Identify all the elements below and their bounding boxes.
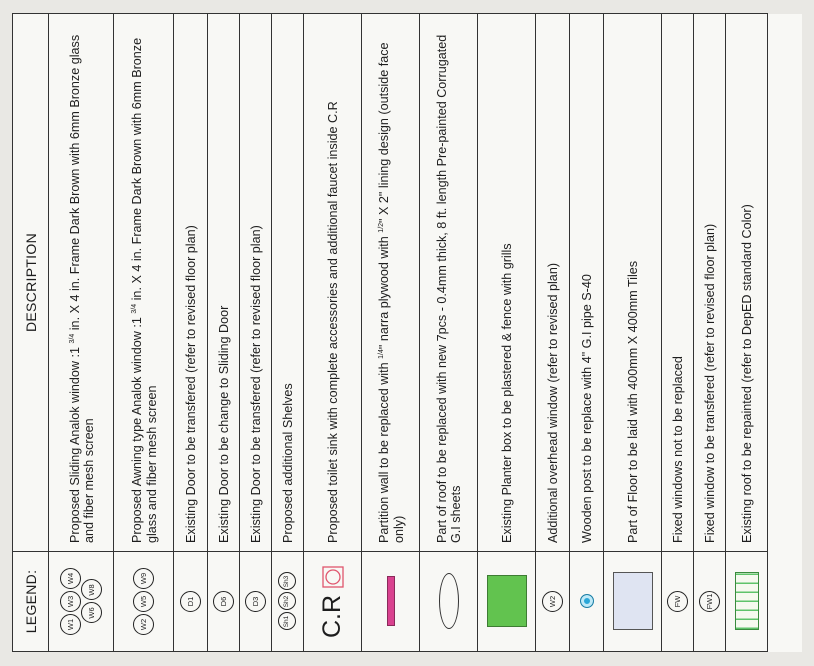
table-row: [272, 14, 304, 652]
toilet-sink-icon: [321, 565, 345, 589]
description-text: Additional overhead window (refer to revised plan): [545, 262, 560, 543]
description-text: Part of Floor to be laid with 400mm X 400mm Tiles: [625, 260, 640, 543]
legend-cell: [362, 552, 420, 652]
description-text: Existing Door to be transfered (refer to revised floor plan): [248, 225, 263, 543]
description-text: Existing Planter box to be plastered & fence with grills: [499, 243, 514, 543]
description-cell: [420, 14, 478, 552]
description-cell: [570, 14, 604, 552]
description-text: Existing roof to be repainted (refer to DepED standard Color): [739, 204, 754, 543]
description-cell: [604, 14, 662, 552]
description-cell: [304, 14, 362, 552]
description-cell: [536, 14, 570, 552]
comfort-room-label: C.R: [318, 594, 346, 639]
description-column-header: DESCRIPTION: [13, 14, 49, 552]
description-text: Fixed window to be transfered (refer to revised floor plan): [702, 223, 717, 543]
roof-sheet-symbol: [439, 574, 459, 630]
description-text: in. X 4 in. Frame Dark Brown with 6mm Bronze glass and fiber mesh screen: [68, 34, 97, 543]
table-row: [694, 14, 726, 652]
description-text: Existing Door to be change to Sliding Door: [216, 305, 231, 543]
table-row: [240, 14, 272, 652]
description-text: Proposed toilet sink with complete accessories and additional faucet inside C.R: [325, 101, 340, 543]
table-row: [662, 14, 694, 652]
legend-symbol-circle: W5: [133, 591, 154, 612]
description-cell: [478, 14, 536, 552]
partition-wall-symbol: [387, 577, 395, 627]
description-text: Proposed Sliding Analok window :1: [68, 343, 83, 543]
gi-pipe-post-symbol: [580, 595, 594, 609]
table-row: [570, 14, 604, 652]
legend-symbol-circle: W1: [60, 614, 81, 635]
legend-cell: [662, 552, 694, 652]
legend-symbol-circle: W9: [133, 568, 154, 589]
legend-symbol-circle: FW1: [699, 591, 720, 612]
legend-table: [12, 13, 768, 652]
legend-symbol-circle: Sh3: [278, 573, 296, 591]
description-text: " narra plywood with: [377, 232, 392, 350]
fraction: 3/4: [131, 303, 139, 314]
description-text: Part of roof to be replaced with new 7pcs - 0.4mm thick, 8 ft. length Pre-painted Corrugated G.I sheets: [434, 34, 463, 543]
description-cell: [662, 14, 694, 552]
legend-column-header: LEGEND:: [13, 552, 49, 652]
table-row: [304, 14, 362, 652]
legend-cell: [536, 552, 570, 652]
description-cell: [174, 14, 208, 552]
description-text: Partition wall to be replaced with: [377, 358, 392, 543]
table-row: [726, 14, 768, 652]
legend-symbol-circle: W8: [81, 580, 102, 601]
legend-cell: [114, 552, 174, 652]
legend-cell: [420, 552, 478, 652]
legend-symbol-circle: W6: [81, 603, 102, 624]
description-text: Proposed additional Shelves: [280, 383, 295, 543]
table-row: [208, 14, 240, 652]
description-text: Wooden post to be replace with 4" G.I pipe S-40: [579, 274, 594, 543]
legend-cell: [304, 552, 362, 652]
table-row: [49, 14, 114, 652]
planter-box-symbol: [487, 576, 527, 628]
description-text: Fixed windows not to be replaced: [670, 356, 685, 543]
description-cell: [272, 14, 304, 552]
legend-cell: [570, 552, 604, 652]
legend-cell: [478, 552, 536, 652]
description-cell: [240, 14, 272, 552]
legend-symbol-circle: FW: [667, 591, 688, 612]
description-text: in. X 4 in. Frame Dark Brown with 6mm Bronze glass and fiber mesh screen: [130, 37, 159, 543]
fraction: 1/4: [378, 349, 386, 359]
table-row: [362, 14, 420, 652]
table-row: [478, 14, 536, 652]
description-text: Existing Door to be transfered (refer to revised floor plan): [183, 225, 198, 543]
description-cell: [362, 14, 420, 552]
description-cell: [114, 14, 174, 552]
legend-symbol-circle: W3: [60, 591, 81, 612]
table-row: [420, 14, 478, 652]
fraction: 3/4: [68, 333, 76, 344]
legend-symbol-circle: Sh2: [278, 593, 296, 611]
legend-symbol-circle: D6: [213, 591, 234, 612]
description-cell: [694, 14, 726, 552]
legend-symbol-circle: Sh1: [278, 613, 296, 631]
table-row: [174, 14, 208, 652]
floor-tile-symbol: [613, 573, 653, 631]
legend-sheet: [12, 14, 802, 652]
table-header-row: [13, 14, 49, 652]
legend-symbol-circle: D1: [180, 591, 201, 612]
legend-cell: [694, 552, 726, 652]
legend-cell: [726, 552, 768, 652]
legend-symbol-circle: W2: [133, 614, 154, 635]
description-cell: [726, 14, 768, 552]
legend-cell: [208, 552, 240, 652]
legend-symbol-circle: W4: [60, 568, 81, 589]
legend-symbol-circle: D3: [245, 591, 266, 612]
legend-cell: [240, 552, 272, 652]
table-row: [114, 14, 174, 652]
legend-cell: [174, 552, 208, 652]
description-cell: [49, 14, 114, 552]
legend-rows: [49, 14, 768, 652]
roof-repaint-symbol: [735, 573, 759, 631]
legend-cell: [272, 552, 304, 652]
legend-cell: [49, 552, 114, 652]
description-text: " X 2" lining design (outside face only): [377, 42, 406, 543]
table-row: [536, 14, 570, 652]
fraction: 1/2: [378, 222, 386, 233]
description-cell: [208, 14, 240, 552]
table-row: [604, 14, 662, 652]
legend-symbol-circle: W2: [542, 591, 563, 612]
legend-cell: [604, 552, 662, 652]
description-text: Proposed Awning type Analok window :1: [130, 313, 145, 543]
